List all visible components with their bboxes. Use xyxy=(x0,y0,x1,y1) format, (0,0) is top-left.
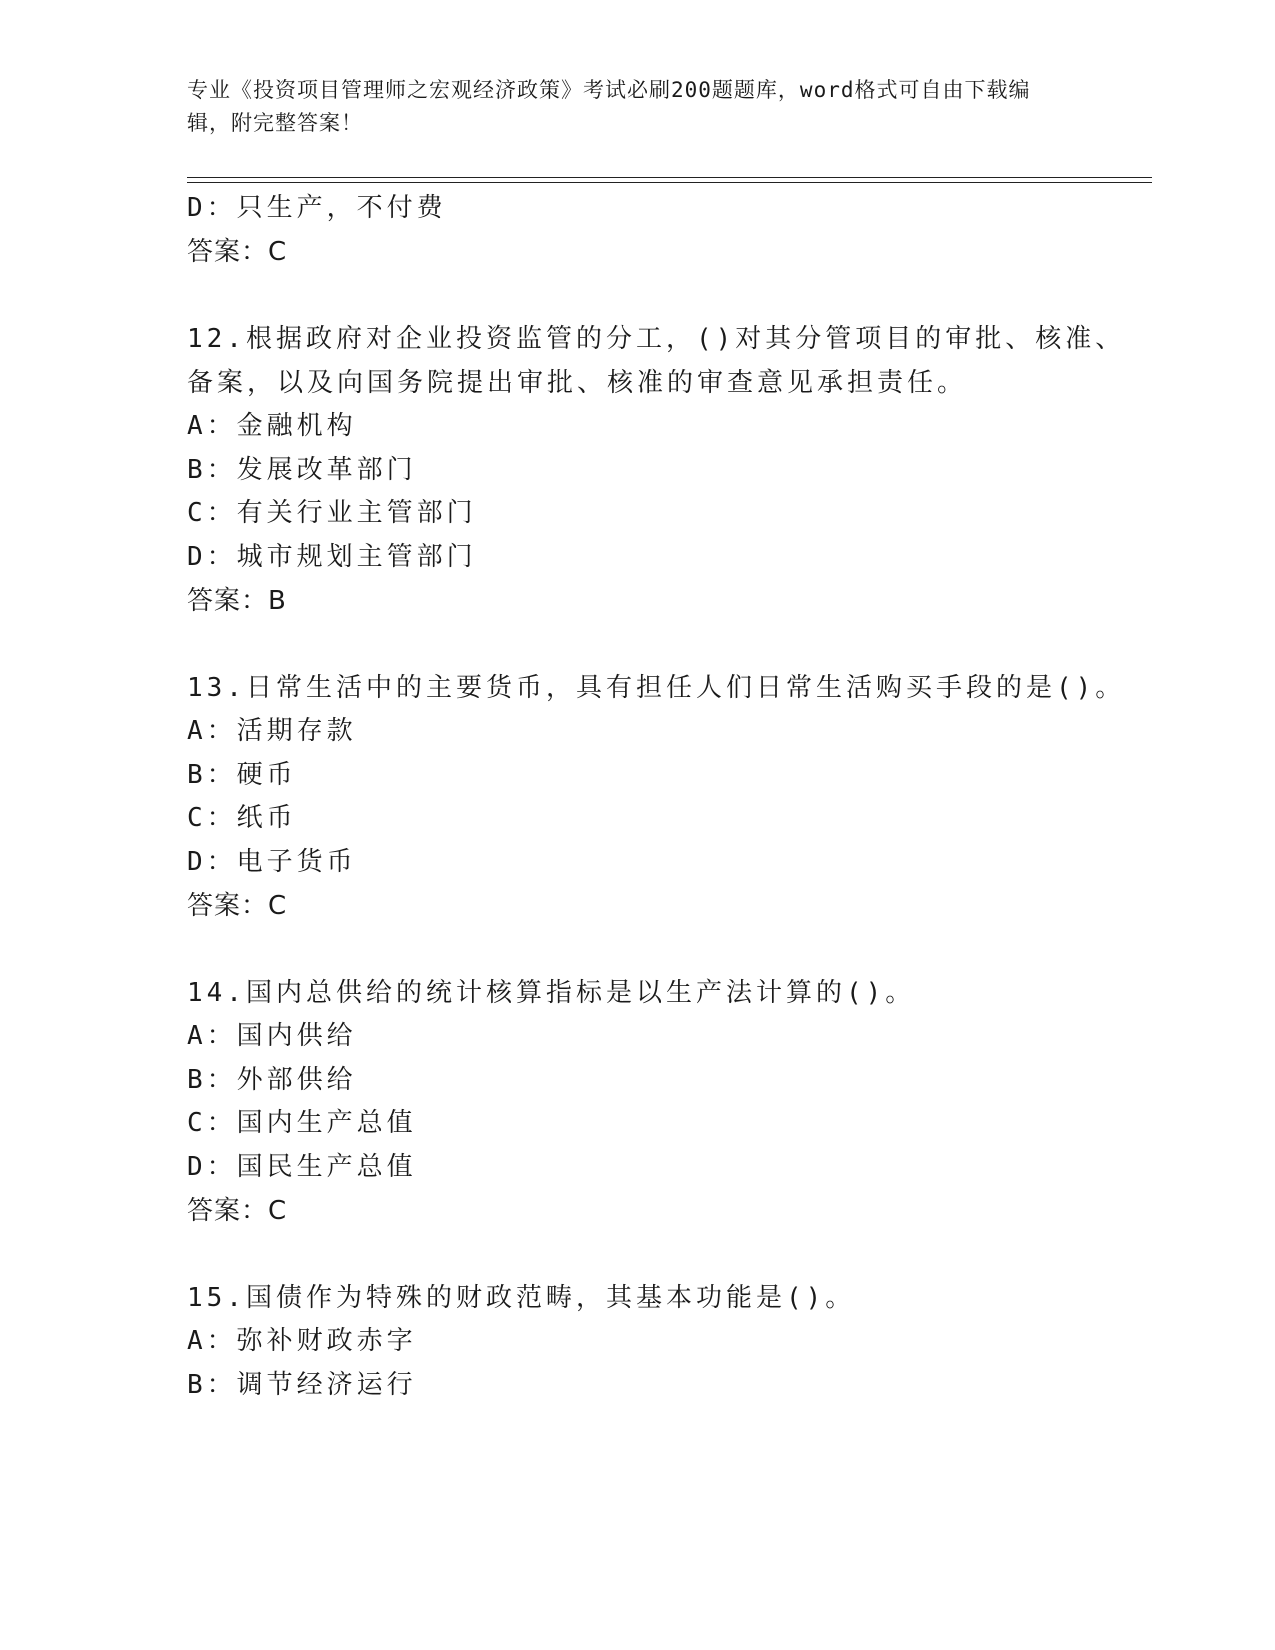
question-12-stem-line2: 备案，以及向国务院提出审批、核准的审查意见承担责任。 xyxy=(187,368,968,398)
answer-line: 答案：C xyxy=(187,237,288,267)
question-15-option-a: A：弥补财政赤字 xyxy=(187,1326,417,1356)
question-12-option-d: D：城市规划主管部门 xyxy=(187,542,477,572)
question-13-option-c: C：纸币 xyxy=(187,803,297,833)
question-12-option-c: C：有关行业主管部门 xyxy=(187,498,477,528)
question-14-option-a: A：国内供给 xyxy=(187,1021,357,1051)
question-12-option-a: A：金融机构 xyxy=(187,411,357,441)
question-12-option-b: B：发展改革部门 xyxy=(187,455,417,485)
question-15-stem-line1: 15.国债作为特殊的财政范畴，其基本功能是()。 xyxy=(187,1283,856,1313)
question-15-option-b: B：调节经济运行 xyxy=(187,1370,417,1400)
question-14-answer: 答案：C xyxy=(187,1196,288,1226)
question-12-stem-line1: 12.根据政府对企业投资监管的分工，()对其分管项目的审批、核准、 xyxy=(187,324,1126,354)
question-14-option-c: C：国内生产总值 xyxy=(187,1108,417,1138)
question-12-answer: 答案：B xyxy=(187,586,287,616)
question-14-option-d: D：国民生产总值 xyxy=(187,1152,417,1182)
document-header: 专业《投资项目管理师之宏观经济政策》考试必刷200题题库，word格式可自由下载编辑，附完整答案！ xyxy=(187,78,1031,135)
question-13-answer: 答案：C xyxy=(187,891,288,921)
question-13-option-b: B：硬币 xyxy=(187,760,297,790)
option-d: D：只生产，不付费 xyxy=(187,193,447,223)
question-13-stem-line1: 13.日常生活中的主要货币，具有担任人们日常生活购买手段的是()。 xyxy=(187,673,1126,703)
header-divider-bottom xyxy=(187,182,1152,183)
question-13-option-a: A：活期存款 xyxy=(187,716,357,746)
header-divider-top xyxy=(187,177,1152,178)
question-14-option-b: B：外部供给 xyxy=(187,1065,357,1095)
question-13-option-d: D：电子货币 xyxy=(187,847,357,877)
question-14-stem-line1: 14.国内总供给的统计核算指标是以生产法计算的()。 xyxy=(187,978,916,1008)
